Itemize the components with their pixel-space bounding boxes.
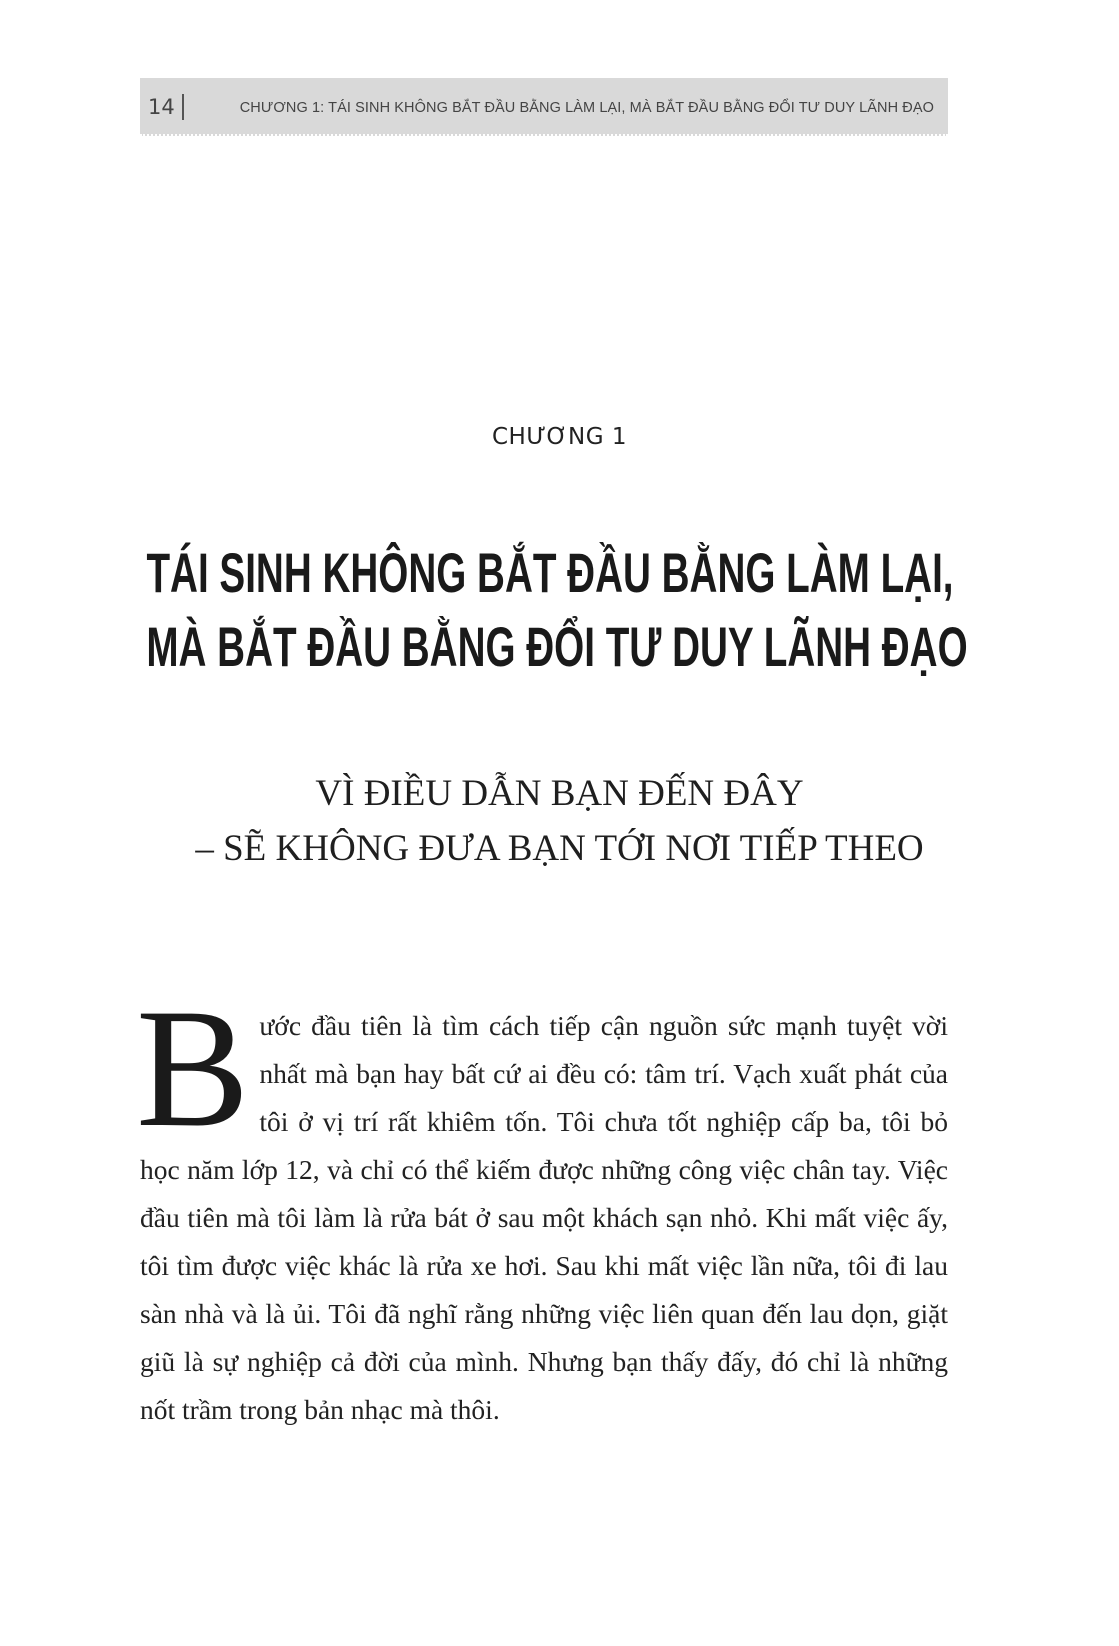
chapter-subtitle: [0, 766, 1119, 876]
chapter-title-line-1: TÁI SINH KHÔNG BẮT ĐẦU BẰNG LÀM LẠI,: [146, 541, 954, 604]
drop-cap: B: [136, 974, 250, 1162]
running-title: CHƯƠNG 1: TÁI SINH KHÔNG BẮT ĐẦU BẰNG LÀM LẠI, MÀ BẮT ĐẦU BẰNG ĐỔI TƯ DUY LÃNH ĐẠO: [239, 100, 934, 116]
header-separator: [182, 94, 184, 120]
chapter-label: CHƯƠNG 1: [491, 424, 628, 450]
chapter-subtitle-line-1: VÌ ĐIỀU DẪN BẠN ĐẾN ĐÂY: [315, 773, 804, 814]
running-header: [140, 78, 948, 136]
chapter-title-line-2: MÀ BẮT ĐẦU BẰNG ĐỔI TƯ DUY LÃNH ĐẠO: [146, 615, 968, 678]
chapter-subtitle-line-2: – SẼ KHÔNG ĐƯA BẠN TỚI NƠI TIẾP THEO: [195, 828, 924, 869]
chapter-title: [146, 536, 968, 684]
page-number: 14: [148, 95, 175, 119]
body-paragraph-text: ước đầu tiên là tìm cách tiếp cận nguồn sức mạnh tuyệt vời nhất mà bạn hay bất cứ ai đều có: tâm trí. Vạch xuất phát của tôi ở vị trí rất khiêm tốn. Tôi chưa tốt nghiệp cấp ba, tôi bỏ học năm lớp 12, và chỉ có thể kiếm được những công việc chân tay. Việc đầu tiên mà tôi làm là rửa bát ở sau một khách sạn nhỏ. Khi mất việc ấy, tôi tìm được việc khác là rửa xe hơi. Sau khi mất việc lần nữa, tôi đi lau sàn nhà và là ủi. Tôi đã nghĩ rằng những việc liên quan đến lau dọn, giặt giũ là sự nghiệp cả đời của mình. Nhưng bạn thấy đấy, đó chỉ là những nốt trầm trong bản nhạc mà thôi.: [140, 1010, 948, 1425]
body-paragraph: [136, 974, 948, 1434]
